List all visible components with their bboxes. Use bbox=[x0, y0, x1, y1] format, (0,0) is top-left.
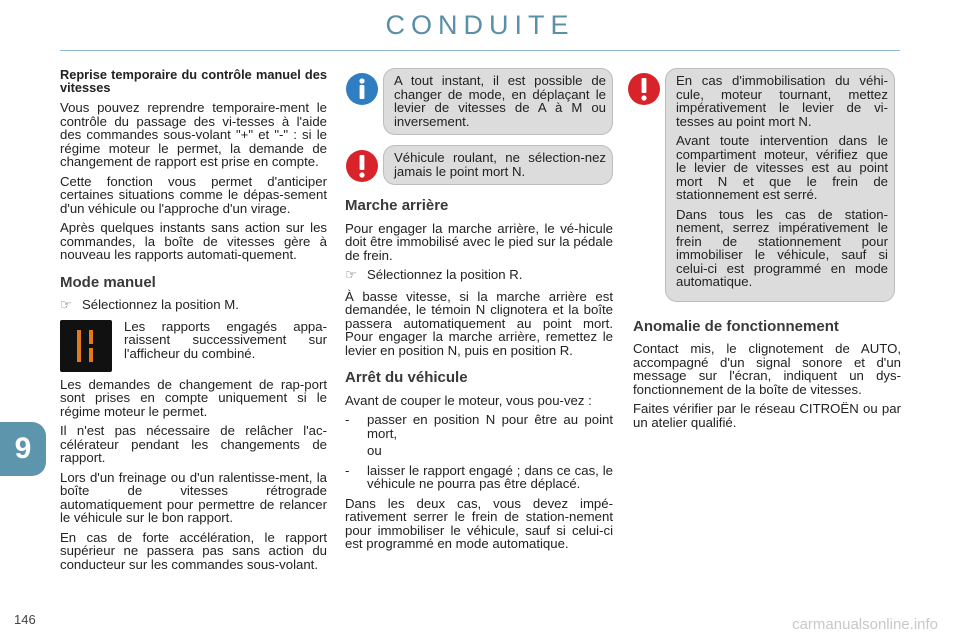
info-box bbox=[383, 68, 613, 135]
warning-text: Dans tous les cas de station-nement, serrez impérativement le frein de stationnement pour immobiliser le véhicule, sauf si celui-ci est programmé en mode automatique. bbox=[676, 206, 888, 289]
paragraph: En cas de forte accélération, le rapport supérieur ne passera pas sans action du conducteur sur les commandes sous-volant. bbox=[60, 529, 327, 572]
paragraph: Cette fonction vous permet d'anticiper certaines situations comme le dépas-sement d'un véhicule ou l'approche d'un virage. bbox=[60, 173, 327, 216]
display-illustration-row bbox=[60, 320, 327, 372]
section-heading-manual-mode: Mode manuel bbox=[60, 273, 156, 291]
paragraph: Il n'est pas nécessaire de relâcher l'ac-célérateur pendant les changements de rapport. bbox=[60, 423, 327, 465]
gear-display-icon bbox=[60, 320, 112, 372]
paragraph: Faites vérifier par le réseau CITROËN ou par un atelier qualifié. bbox=[633, 401, 901, 430]
dash-marker: - bbox=[345, 462, 350, 478]
dash-text: passer en position N pour être au point mort, bbox=[367, 412, 613, 441]
display-description: Les rapports engagés appa-raissent successivement sur l'afficheur du combiné. bbox=[124, 318, 327, 361]
page-title: CONDUITE bbox=[385, 10, 575, 40]
column-right bbox=[633, 68, 901, 435]
dash-text: laisser le rapport engagé ; dans ce cas, le véhicule ne pourra pas être déplacé. bbox=[367, 462, 613, 491]
paragraph: Vous pouvez reprendre temporaire-ment le contrôle du passage des vi-tesses à l'aide des commandes sous-volant "+" et "-" : si le régime moteur le permet, la demande de changement de rapport est prise en compte. bbox=[60, 100, 327, 169]
paragraph: Dans les deux cas, vous devez impé-rativement serrer le frein de station-nement pour immobiliser le véhicule, sauf si celui-ci est programmé en mode automatique. bbox=[345, 495, 613, 551]
warning-box bbox=[665, 68, 895, 302]
warning-text: Avant toute intervention dans le compartiment moteur, vérifiez que le levier de vitesses est au point mort N et que le frein de stationnement est serré. bbox=[676, 133, 888, 202]
paragraph: Après quelques instants sans action sur les commandes, la boîte de vitesses gère à nouveau les rapports automati-quement. bbox=[60, 220, 327, 262]
dash-item bbox=[345, 464, 613, 491]
column-middle bbox=[345, 68, 613, 557]
column-left bbox=[60, 68, 327, 577]
section-heading-malfunction: Anomalie de fonctionnement bbox=[633, 317, 839, 335]
paragraph: Pour engager la marche arrière, le vé-hicule doit être immobilisé avec le pied sur la pédale de frein. bbox=[345, 220, 613, 263]
warning-notice-large bbox=[627, 68, 895, 302]
bullet-item bbox=[345, 268, 613, 282]
warning-notice bbox=[345, 145, 613, 185]
title-divider bbox=[60, 50, 900, 51]
bullet-arrow-icon: ☞ bbox=[60, 297, 72, 312]
bullet-item bbox=[60, 298, 327, 312]
info-notice bbox=[345, 68, 613, 135]
warning-icon bbox=[345, 149, 379, 183]
paragraph: À basse vitesse, si la marche arrière est demandée, le témoin N clignotera et la boîte passera automatiquement au point mort. Pour engager la marche arrière, remettez le levier en position N, puis en position R. bbox=[345, 288, 613, 358]
section-heading-stop: Arrêt du véhicule bbox=[345, 369, 468, 386]
bullet-text: Sélectionnez la position M. bbox=[82, 297, 239, 312]
bullet-text: Sélectionnez la position R. bbox=[367, 267, 523, 282]
warning-icon bbox=[627, 72, 661, 106]
paragraph: Les demandes de changement de rap-port sont prises en compte uniquement si le régime moteur le permet. bbox=[60, 376, 327, 419]
page-number: 146 bbox=[14, 612, 36, 627]
warning-box-text: Véhicule roulant, ne sélection-nez jamais le point mort N. bbox=[394, 150, 606, 179]
warning-box bbox=[383, 145, 613, 185]
info-box-text: A tout instant, il est possible de changer de mode, en déplaçant le levier de vitesses de A à M ou inversement. bbox=[394, 73, 606, 129]
chapter-tab: 9 bbox=[0, 422, 46, 476]
bullet-arrow-icon: ☞ bbox=[345, 267, 357, 282]
section-heading-reverse: Marche arrière bbox=[345, 197, 449, 214]
warning-text: En cas d'immobilisation du véhi-cule, moteur tournant, mettez impérativement le levier de vi-tesses au point mort N. bbox=[676, 73, 888, 129]
or-text: ou bbox=[367, 443, 382, 458]
info-icon bbox=[345, 72, 379, 106]
paragraph: Lors d'un freinage ou d'un ralentisse-ment, la boîte de vitesses rétrograde automatiquement pour permettre de relancer le véhicule sur le bon rapport. bbox=[60, 469, 327, 525]
paragraph: Contact mis, le clignotement de AUTO, accompagné d'un signal sonore et d'un message sur l'écran, indiquent un dys-fonctionnement de la boîte de vitesses. bbox=[633, 341, 901, 397]
subheading-manual-override: Reprise temporaire du contrôle manuel des vitesses bbox=[60, 67, 327, 95]
dash-item bbox=[345, 413, 613, 440]
paragraph: Avant de couper le moteur, vous pou-vez : bbox=[345, 392, 592, 408]
dash-marker: - bbox=[345, 412, 350, 427]
watermark: carmanualsonline.info bbox=[792, 616, 938, 633]
